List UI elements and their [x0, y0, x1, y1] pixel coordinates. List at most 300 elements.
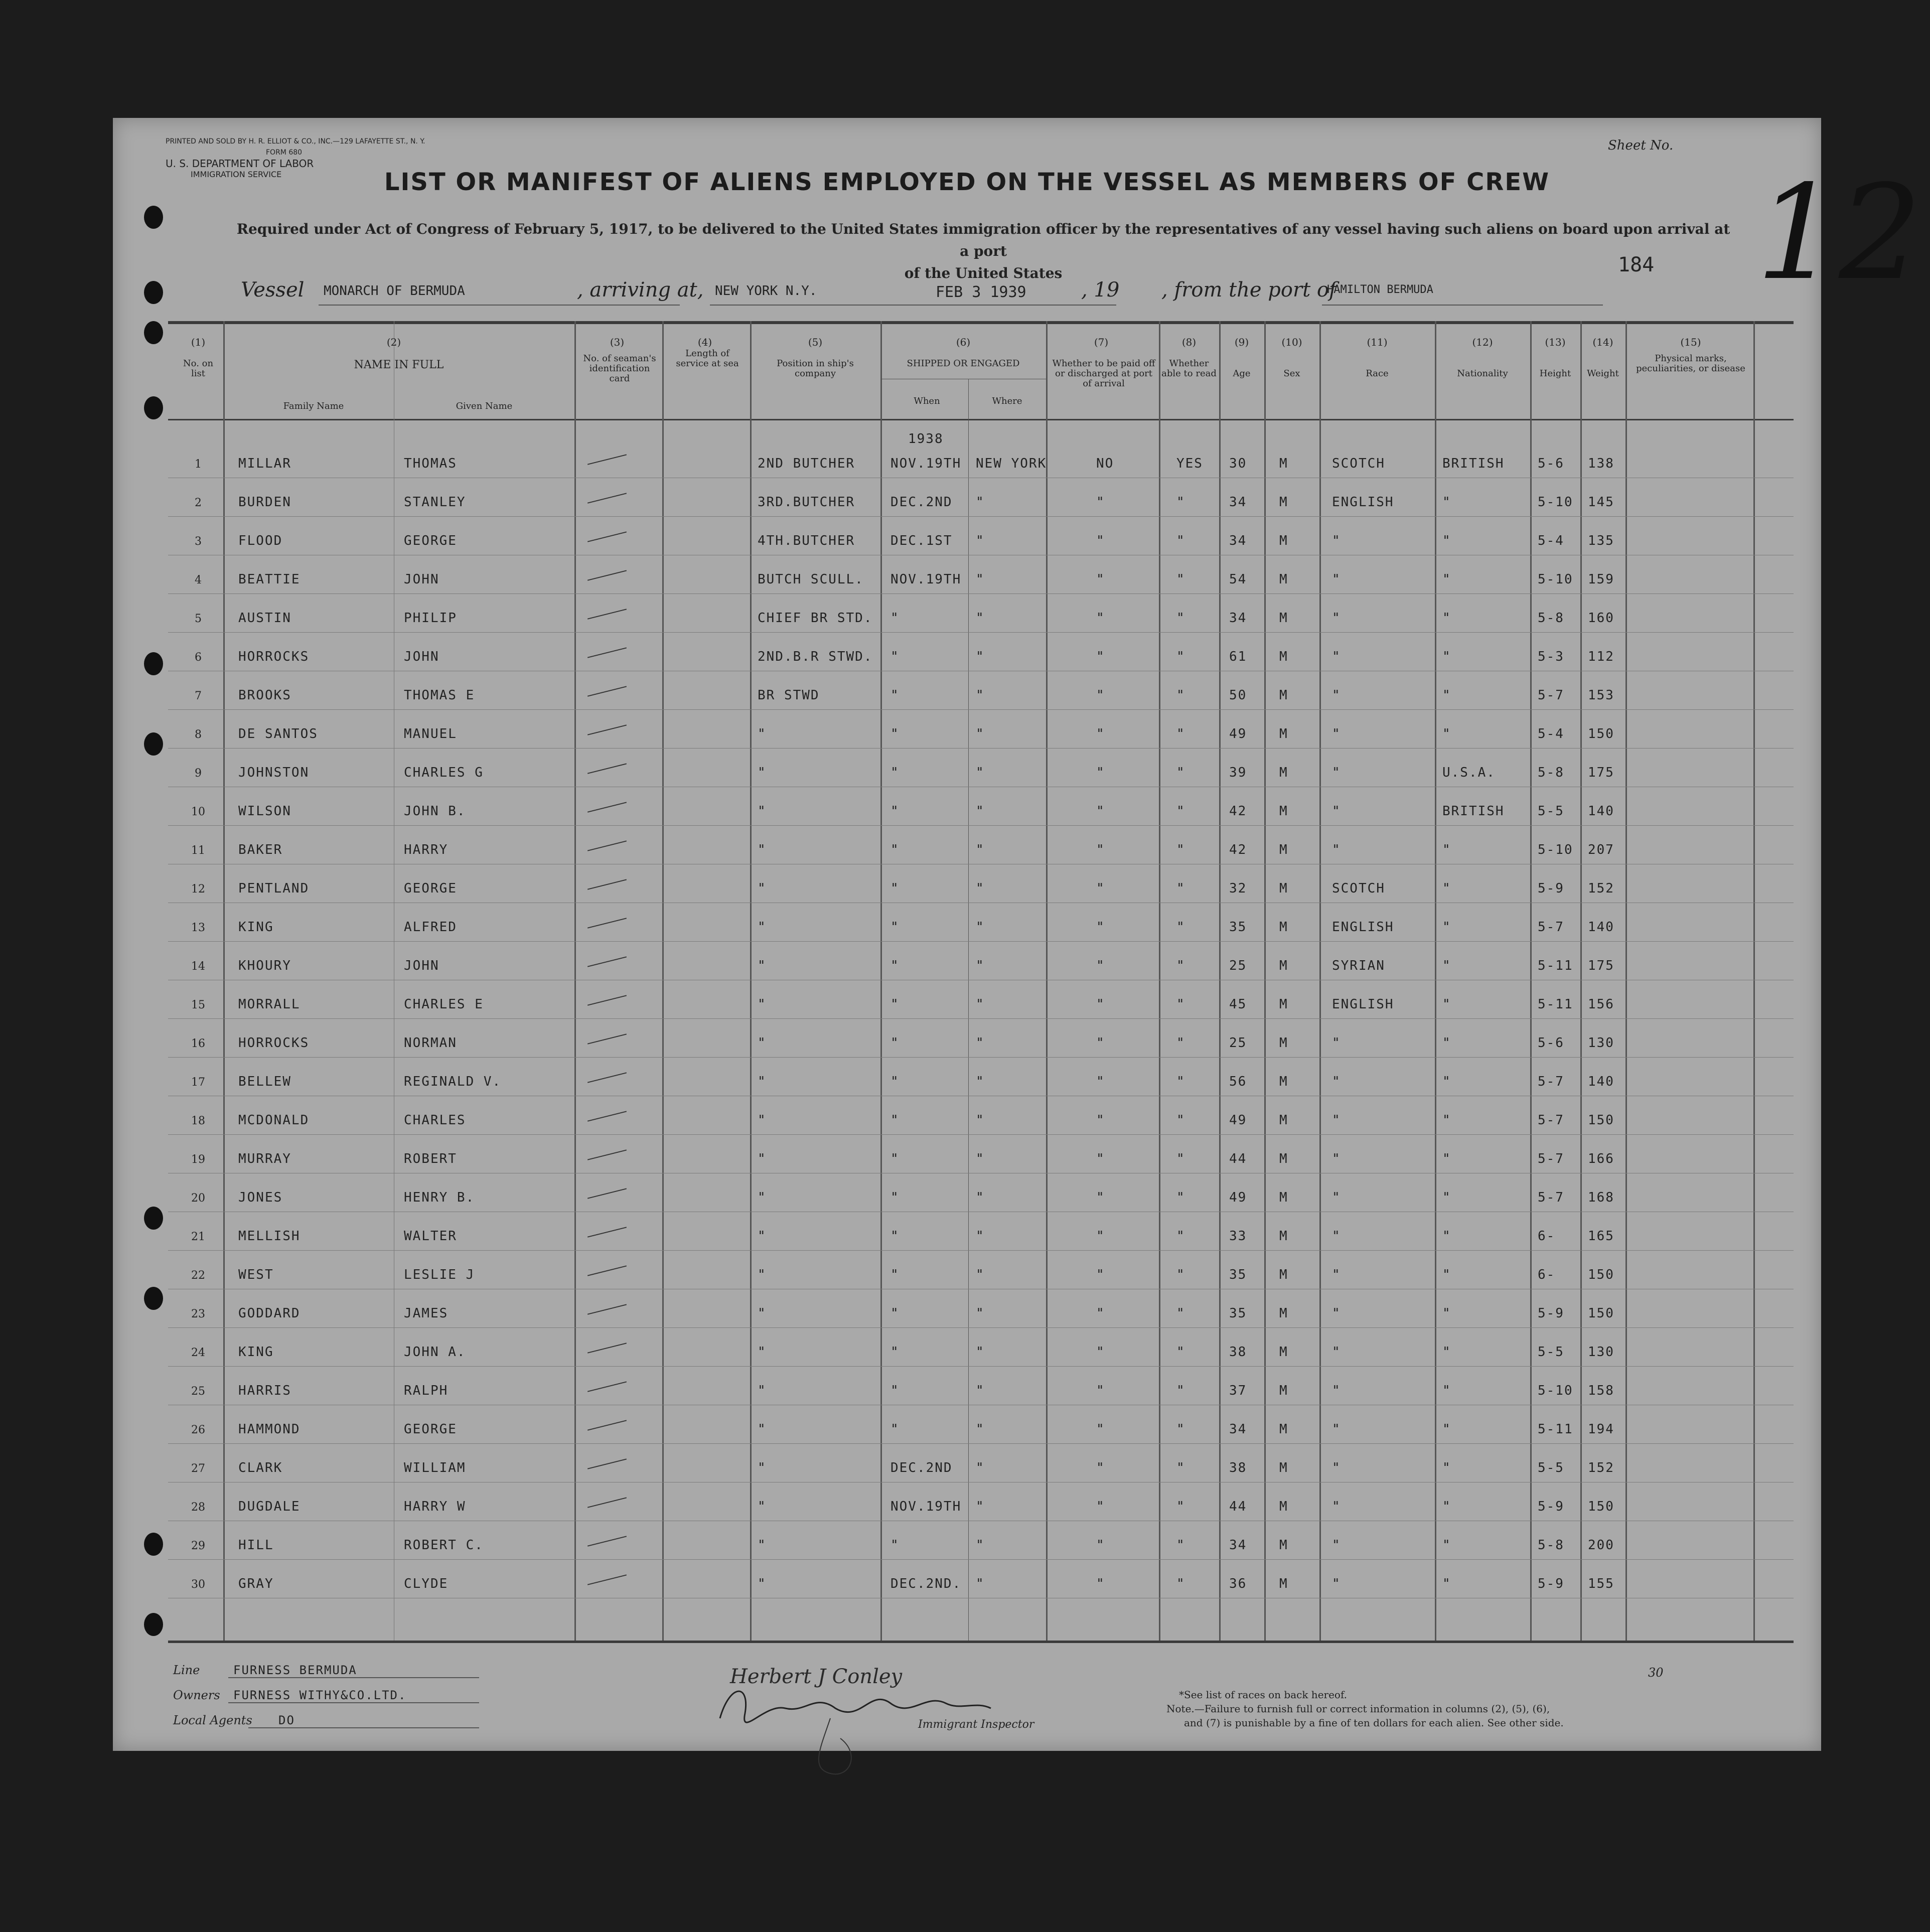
race: " [1332, 533, 1341, 548]
card-tick-mark [587, 647, 627, 658]
col-num: (1) [191, 336, 206, 348]
paid-off: " [1096, 726, 1105, 741]
able-read: " [1176, 1306, 1185, 1321]
paid-off: " [1096, 881, 1105, 896]
row-number: 7 [195, 690, 202, 702]
given-name: JOHN [404, 649, 439, 664]
vessel-name: MONARCH OF BERMUDA [324, 283, 465, 299]
paid-off: " [1096, 495, 1105, 510]
family-name: HORROCKS [238, 1035, 310, 1051]
given-name: STANLEY [404, 495, 466, 510]
age: 35 [1229, 1306, 1247, 1321]
shipped-when: " [890, 1074, 900, 1089]
given-name: WILLIAM [404, 1460, 466, 1475]
row-number: 2 [195, 497, 202, 509]
race: " [1332, 726, 1341, 741]
binder-hole [144, 1533, 163, 1556]
year-label: , 19 [1081, 278, 1120, 302]
family-name: JONES [238, 1190, 283, 1205]
printer-credit [166, 137, 425, 146]
races-note: *See list of races on back hereof. [1179, 1689, 1348, 1701]
height: 5-6 [1538, 1035, 1564, 1051]
height: 5-9 [1538, 1306, 1564, 1321]
position: " [758, 958, 767, 973]
binder-hole [144, 206, 163, 229]
race: " [1332, 842, 1341, 857]
department: U. S. DEPARTMENT OF LABOR [166, 158, 314, 170]
age: 49 [1229, 1190, 1247, 1205]
header-position: Position in ship's company [777, 358, 854, 379]
shipped-when: " [890, 649, 900, 664]
sex: M [1279, 1113, 1288, 1128]
row-number: 14 [191, 960, 205, 973]
race: " [1332, 1113, 1341, 1128]
given-name: JOHN [404, 958, 439, 973]
paid-off: " [1096, 997, 1105, 1012]
given-name: ROBERT [404, 1151, 457, 1166]
shipped-where: " [976, 495, 985, 510]
able-read: " [1176, 572, 1185, 587]
shipped-where: " [976, 1306, 985, 1321]
column-rule [1625, 321, 1627, 1641]
height: 5-10 [1538, 1383, 1573, 1398]
manifest-title: LIST OR MANIFEST OF ALIENS EMPLOYED ON THE VESSEL AS MEMBERS OF CREW [384, 168, 1550, 196]
binder-hole [144, 1287, 163, 1310]
able-read: " [1176, 1538, 1185, 1553]
nationality: " [1442, 1422, 1451, 1437]
sex: M [1279, 1422, 1288, 1437]
agents-label: Local Agents [173, 1713, 252, 1727]
weight: 145 [1588, 495, 1614, 510]
card-tick-mark [587, 1072, 627, 1083]
nationality: " [1442, 997, 1451, 1012]
given-name: NORMAN [404, 1035, 457, 1051]
shipped-when: " [890, 1267, 900, 1282]
nationality: " [1442, 881, 1451, 896]
arriving-port: NEW YORK N.Y. [715, 283, 817, 299]
shipped-when: DEC.2ND [890, 495, 953, 510]
weight: 150 [1588, 726, 1614, 741]
underline [1322, 305, 1603, 306]
column-rule [968, 379, 969, 1641]
nationality: " [1442, 1113, 1451, 1128]
shipped-where: " [976, 920, 985, 935]
row-number: 26 [191, 1424, 205, 1436]
row-number: 27 [191, 1462, 205, 1475]
family-name: MELLISH [238, 1229, 301, 1244]
binder-hole [144, 652, 163, 675]
sex: M [1279, 1383, 1288, 1398]
position: 4TH.BUTCHER [758, 533, 855, 548]
card-tick-mark [587, 802, 627, 812]
row-number: 19 [191, 1153, 205, 1166]
nationality: " [1442, 1190, 1451, 1205]
shipped-where: " [976, 958, 985, 973]
row-rule [168, 632, 1794, 633]
height: 5-4 [1538, 533, 1564, 548]
shipped-where: NEW YORK [976, 456, 1047, 471]
paid-off: " [1096, 842, 1105, 857]
col-num: (14) [1592, 336, 1613, 348]
table-bottom-rule [168, 1641, 1794, 1643]
arriving-label: , arriving at, [577, 278, 704, 302]
nationality: " [1442, 572, 1451, 587]
sex: M [1279, 688, 1288, 703]
subtitle-line-1: Required under Act of Congress of February 5, 1917, to be delivered to the United States immigration officer by the representatives of any vessel having such aliens on board upon arrival at a port [236, 221, 1730, 259]
able-read: " [1176, 1190, 1185, 1205]
sex: M [1279, 881, 1288, 896]
family-name: MURRAY [238, 1151, 291, 1166]
col-num: (10) [1281, 336, 1302, 348]
paid-off: " [1096, 1538, 1105, 1553]
nationality: " [1442, 611, 1451, 626]
sex: M [1279, 1345, 1288, 1360]
row-number: 12 [191, 883, 205, 896]
sex: M [1279, 1190, 1288, 1205]
printer-line: PRINTED AND SOLD BY H. R. ELLIOT & CO., INC.—129 LAFAYETTE ST., N. Y. [166, 137, 425, 145]
height: 5-7 [1538, 1151, 1564, 1166]
height: 5-5 [1538, 804, 1564, 819]
nationality: " [1442, 495, 1451, 510]
shipped-when: DEC.2ND. [890, 1576, 962, 1591]
column-rule [1530, 321, 1532, 1641]
header-physical-marks: Physical marks, peculiarities, or disease [1636, 353, 1745, 374]
row-rule [168, 1250, 1794, 1251]
line-value: FURNESS BERMUDA [233, 1663, 357, 1677]
height: 5-9 [1538, 1499, 1564, 1514]
position: " [758, 1345, 767, 1360]
line-label: Line [173, 1663, 200, 1677]
paid-off: " [1096, 1229, 1105, 1244]
position: " [758, 997, 767, 1012]
header-length-service: Length of service at sea [676, 348, 739, 369]
sex: M [1279, 804, 1288, 819]
header-able-read: Whether able to read [1161, 358, 1217, 379]
row-number: 20 [191, 1192, 205, 1205]
shipped-where: " [976, 1345, 985, 1360]
row-number: 29 [191, 1540, 205, 1552]
height: 5-11 [1538, 997, 1573, 1012]
able-read: " [1176, 997, 1185, 1012]
shipped-where: " [976, 1151, 985, 1166]
column-rule [1580, 321, 1582, 1641]
race: " [1332, 1151, 1341, 1166]
row-number: 9 [195, 767, 202, 780]
shipped-where: " [976, 688, 985, 703]
weight: 165 [1588, 1229, 1614, 1244]
card-tick-mark [587, 1265, 627, 1276]
sex: M [1279, 456, 1288, 471]
card-tick-mark [587, 724, 627, 735]
column-rule [1264, 321, 1266, 1641]
shipped-where: " [976, 649, 985, 664]
paid-off: " [1096, 1345, 1105, 1360]
col-num: (9) [1234, 336, 1249, 348]
position: " [758, 804, 767, 819]
table-top-rule [168, 321, 1794, 324]
able-read: YES [1176, 456, 1203, 471]
nationality: " [1442, 533, 1451, 548]
weight: 200 [1588, 1538, 1614, 1553]
given-name: HENRY B. [404, 1190, 475, 1205]
age: 49 [1229, 726, 1247, 741]
header-name-in-full: NAME IN FULL [354, 359, 444, 371]
underline [228, 1702, 479, 1703]
weight: 150 [1588, 1499, 1614, 1514]
shipped-where: " [976, 611, 985, 626]
position: " [758, 1190, 767, 1205]
race: " [1332, 1190, 1341, 1205]
sex: M [1279, 958, 1288, 973]
age: 25 [1229, 1035, 1247, 1051]
shipped-when: " [890, 842, 900, 857]
position: " [758, 726, 767, 741]
nationality: " [1442, 649, 1451, 664]
card-tick-mark [587, 956, 627, 967]
col-num: (11) [1367, 336, 1388, 348]
family-name: KING [238, 1345, 274, 1360]
age: 33 [1229, 1229, 1247, 1244]
age: 34 [1229, 533, 1247, 548]
able-read: " [1176, 1074, 1185, 1089]
row-number: 30 [191, 1578, 205, 1591]
family-name: FLOOD [238, 533, 283, 548]
col-num: (13) [1545, 336, 1566, 348]
height: 5-6 [1538, 456, 1564, 471]
able-read: " [1176, 765, 1185, 780]
family-name: HILL [238, 1538, 274, 1553]
nationality: " [1442, 1576, 1451, 1591]
column-rule [1753, 321, 1755, 1641]
card-tick-mark [587, 1343, 627, 1353]
shipped-when: " [890, 920, 900, 935]
row-number: 24 [191, 1347, 205, 1359]
able-read: " [1176, 920, 1185, 935]
position: " [758, 1035, 767, 1051]
race: SYRIAN [1332, 958, 1385, 973]
card-tick-mark [587, 531, 627, 542]
position: 2ND.B.R STWD. [758, 649, 873, 664]
weight: 112 [1588, 649, 1614, 664]
row-rule [168, 1134, 1794, 1135]
nationality: " [1442, 920, 1451, 935]
race: " [1332, 1345, 1341, 1360]
shipped-where: " [976, 1074, 985, 1089]
binder-hole [144, 281, 163, 304]
nationality: " [1442, 1151, 1451, 1166]
nationality: BRITISH [1442, 804, 1505, 819]
age: 42 [1229, 804, 1247, 819]
age: 34 [1229, 1538, 1247, 1553]
agents-value: DO [278, 1713, 295, 1727]
underline [248, 1727, 479, 1728]
able-read: " [1176, 1422, 1185, 1437]
position: " [758, 1074, 767, 1089]
paid-off: " [1096, 1151, 1105, 1166]
given-name: GEORGE [404, 1422, 457, 1437]
age: 34 [1229, 495, 1247, 510]
sex: M [1279, 842, 1288, 857]
given-name: LESLIE J [404, 1267, 475, 1282]
shipped-when: " [890, 1229, 900, 1244]
card-tick-mark [587, 840, 627, 851]
card-tick-mark [587, 763, 627, 774]
given-name: ROBERT C. [404, 1538, 484, 1553]
weight: 140 [1588, 804, 1614, 819]
given-name: JOHN B. [404, 804, 466, 819]
weight: 207 [1588, 842, 1614, 857]
row-rule [168, 1327, 1794, 1328]
sex: M [1279, 920, 1288, 935]
age: 30 [1229, 456, 1247, 471]
age: 38 [1229, 1460, 1247, 1475]
row-number: 25 [191, 1385, 205, 1398]
given-name: GEORGE [404, 881, 457, 896]
col-num: (3) [610, 336, 625, 348]
column-rule [750, 321, 752, 1641]
column-rule [574, 321, 576, 1641]
shipped-where: " [976, 1422, 985, 1437]
family-name: BAKER [238, 842, 283, 857]
family-name: BEATTIE [238, 572, 301, 587]
shipped-when: " [890, 1306, 900, 1321]
paid-off: " [1096, 1383, 1105, 1398]
race: " [1332, 1499, 1341, 1514]
height: 5-8 [1538, 611, 1564, 626]
family-name: KING [238, 920, 274, 935]
given-name: THOMAS [404, 456, 457, 471]
race: " [1332, 1460, 1341, 1475]
shipped-where: " [976, 572, 985, 587]
shipped-where: " [976, 1190, 985, 1205]
position: " [758, 1151, 767, 1166]
binder-hole [144, 1613, 163, 1636]
race: ENGLISH [1332, 495, 1394, 510]
able-read: " [1176, 533, 1185, 548]
manifest-subtitle [233, 218, 1733, 284]
card-tick-mark [587, 1381, 627, 1392]
position: " [758, 1383, 767, 1398]
weight: 153 [1588, 688, 1614, 703]
weight: 140 [1588, 1074, 1614, 1089]
year-note: 1938 [908, 431, 944, 447]
race: ENGLISH [1332, 997, 1394, 1012]
row-rule [168, 1366, 1794, 1367]
position: " [758, 920, 767, 935]
weight: 138 [1588, 456, 1614, 471]
header-family-name: Family Name [283, 401, 344, 411]
shipped-where: " [976, 1576, 985, 1591]
paid-off: " [1096, 804, 1105, 819]
height: 5-10 [1538, 842, 1573, 857]
sex: M [1279, 1499, 1288, 1514]
shipped-when: NOV.19TH [890, 572, 962, 587]
able-read: " [1176, 958, 1185, 973]
manifest-sheet [113, 118, 1922, 1751]
crew-table [168, 321, 1794, 1646]
race: " [1332, 1576, 1341, 1591]
height: 5-11 [1538, 1422, 1573, 1437]
shipped-when: DEC.2ND [890, 1460, 953, 1475]
card-tick-mark [587, 1536, 627, 1546]
row-number: 10 [191, 806, 205, 818]
form-number: FORM 680 [266, 148, 303, 157]
shipped-when: " [890, 1190, 900, 1205]
shipped-when: " [890, 1538, 900, 1553]
shipped-when: " [890, 688, 900, 703]
nationality: " [1442, 1383, 1451, 1398]
age: 49 [1229, 1113, 1247, 1128]
nationality: " [1442, 958, 1451, 973]
age: 44 [1229, 1499, 1247, 1514]
shipped-when: " [890, 997, 900, 1012]
paid-off: " [1096, 920, 1105, 935]
shipped-when: " [890, 765, 900, 780]
col-num: (12) [1472, 336, 1493, 348]
weight: 152 [1588, 881, 1614, 896]
race: " [1332, 649, 1341, 664]
weight: 152 [1588, 1460, 1614, 1475]
family-name: GODDARD [238, 1306, 301, 1321]
binder-hole [144, 396, 163, 419]
failure-note-1: Note.—Failure to furnish full or correct information in columns (2), (5), (6), [1166, 1703, 1550, 1715]
able-read: " [1176, 649, 1185, 664]
position: 2ND BUTCHER [758, 456, 855, 471]
race: SCOTCH [1332, 881, 1385, 896]
family-name: HAMMOND [238, 1422, 301, 1437]
row-number: 15 [191, 999, 205, 1011]
signature-text: Herbert J Conley [730, 1665, 903, 1688]
family-name: JOHNSTON [238, 765, 310, 780]
paid-off: " [1096, 1267, 1105, 1282]
shipped-where: " [976, 726, 985, 741]
sex: M [1279, 572, 1288, 587]
given-name: RALPH [404, 1383, 449, 1398]
given-name: WALTER [404, 1229, 457, 1244]
given-name: CHARLES G [404, 765, 484, 780]
nationality: " [1442, 1229, 1451, 1244]
sex: M [1279, 1576, 1288, 1591]
height: 5-8 [1538, 1538, 1564, 1553]
given-name: CLYDE [404, 1576, 449, 1591]
sex: M [1279, 533, 1288, 548]
row-number: 22 [191, 1269, 205, 1282]
nationality: " [1442, 1074, 1451, 1089]
card-tick-mark [587, 493, 627, 503]
nationality: " [1442, 1499, 1451, 1514]
family-name: CLARK [238, 1460, 283, 1475]
paid-off: " [1096, 688, 1105, 703]
row-rule [168, 748, 1794, 749]
position: " [758, 1538, 767, 1553]
sex: M [1279, 495, 1288, 510]
family-name: MORRALL [238, 997, 301, 1012]
card-tick-mark [587, 1188, 627, 1199]
age: 61 [1229, 649, 1247, 664]
sex: M [1279, 1267, 1288, 1282]
shipped-when: " [890, 1383, 900, 1398]
position: CHIEF BR STD. [758, 611, 873, 626]
position: " [758, 1499, 767, 1514]
shipped-when: " [890, 1113, 900, 1128]
card-tick-mark [587, 609, 627, 619]
col-num: (2) [386, 336, 401, 348]
race: " [1332, 765, 1341, 780]
able-read: " [1176, 1151, 1185, 1166]
card-tick-mark [587, 570, 627, 580]
weight: 150 [1588, 1267, 1614, 1282]
able-read: " [1176, 1267, 1185, 1282]
